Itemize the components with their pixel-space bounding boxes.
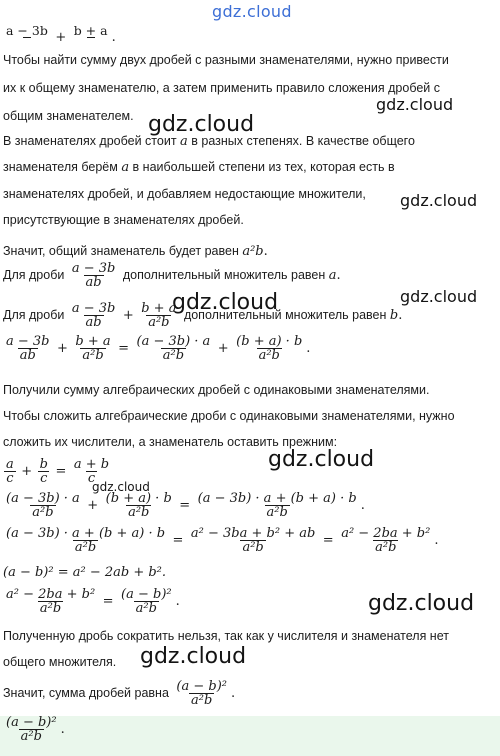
text-line: общим знаменателем. [3,109,134,123]
conclusion: Значит, сумма дробей равна $\frac{\text{(a − b)²}}{\text{a²b}}$ . [3,679,236,708]
watermark: gdz.cloud [376,95,454,114]
initial-expression: a − 3b + b + a . [2,24,116,51]
watermark: gdz.cloud [140,644,247,669]
text-line: Получили сумму алгебраических дробей с одинаковыми знаменателями. [3,383,430,397]
text-line: сложить их числители, а знаменатель оставить прежним: [3,435,338,449]
square-identity: (a − b)² = a² − 2ab + b². [3,565,167,580]
text-line: общего множителя. [3,655,117,669]
watermark: gdz.cloud [400,191,478,210]
text-line: Чтобы найти сумму двух дробей с разными знаменателями, нужно привести [3,53,449,67]
second-fraction-factor: Для дроби $\frac{a - 3b}{ab}$ + $\frac{b + a}{\text{a²b}}$ дополнительный множитель равен b. [3,301,403,330]
text-line: присутствующие в знаменателях дробей. [3,213,244,227]
watermark: gdz.cloud [400,287,478,306]
text-line: Полученную дробь сократить нельзя, так как у числителя и знаменателя нет [3,629,449,643]
watermark: gdz.cloud [268,447,375,472]
equation-common-denominator: $\frac{a - 3b}{ab}$ + $\frac{b + a}{\text{a²b}}$ = $\frac{(a - 3b) \cdot a}{\text{a²b}}$ + $\frac{(b + a) \cdot b}{\text{a²b}}$ . [6,334,311,363]
text-line: В знаменателях дробей стоит a в разных степенях. В качестве общего [3,134,415,149]
text-line: Значит, общий знаменатель будет равен a²b. [3,244,268,259]
watermark: gdz.cloud [172,290,279,315]
equation-expansion: $\frac{(a - 3b) \cdot a + (b + a) \cdot b}{\text{a²b}}$ = $\frac{\text{a² − 3ba + b² + ab}}{\text{a²b}}$ = $\frac{\text{a² − 2ba + b²}}{\text{a²b}}$ . [6,526,439,555]
watermark: gdz.cloud [368,591,475,616]
equation-final-form: $\frac{\text{a² − 2ba + b²}}{\text{a²b}}$ = $\frac{\text{(a − b)²}}{\text{a²b}}$ . [6,587,180,616]
text-line: знаменателя берём a в наибольшей степени из тех, которая есть в [3,160,395,175]
equation-numerator-sum: $\frac{(a - 3b) \cdot a}{\text{a²b}}$ + $\frac{(b + a) \cdot b}{\text{a²b}}$ = $\frac{(a - 3b) \cdot a + (b + a) \cdot b}{\text{a²b}}$ . [6,491,365,520]
text-line: их к общему знаменателю, а затем применить правило сложения дробей с [3,81,441,95]
rule-same-denominator: $\frac{a}{c}$ + $\frac{b}{c}$ = $\frac{a + b}{c}$ [6,457,110,486]
first-fraction-factor: Для дроби $\frac{a - 3b}{ab}$ дополнительный множитель равен a. [3,261,341,290]
top-watermark: gdz.cloud [212,2,292,21]
watermark: gdz.cloud [148,112,255,137]
text-line: Чтобы сложить алгебраические дроби с одинаковыми знаменателями, нужно [3,409,455,423]
answer: $\frac{\text{(a − b)²}}{\text{a²b}}$ . [6,715,65,744]
text-line: знаменателях дробей, и добавляем недостающие множители, [3,187,366,201]
answer-highlight [0,716,500,756]
watermark: gdz.cloud [92,480,150,494]
